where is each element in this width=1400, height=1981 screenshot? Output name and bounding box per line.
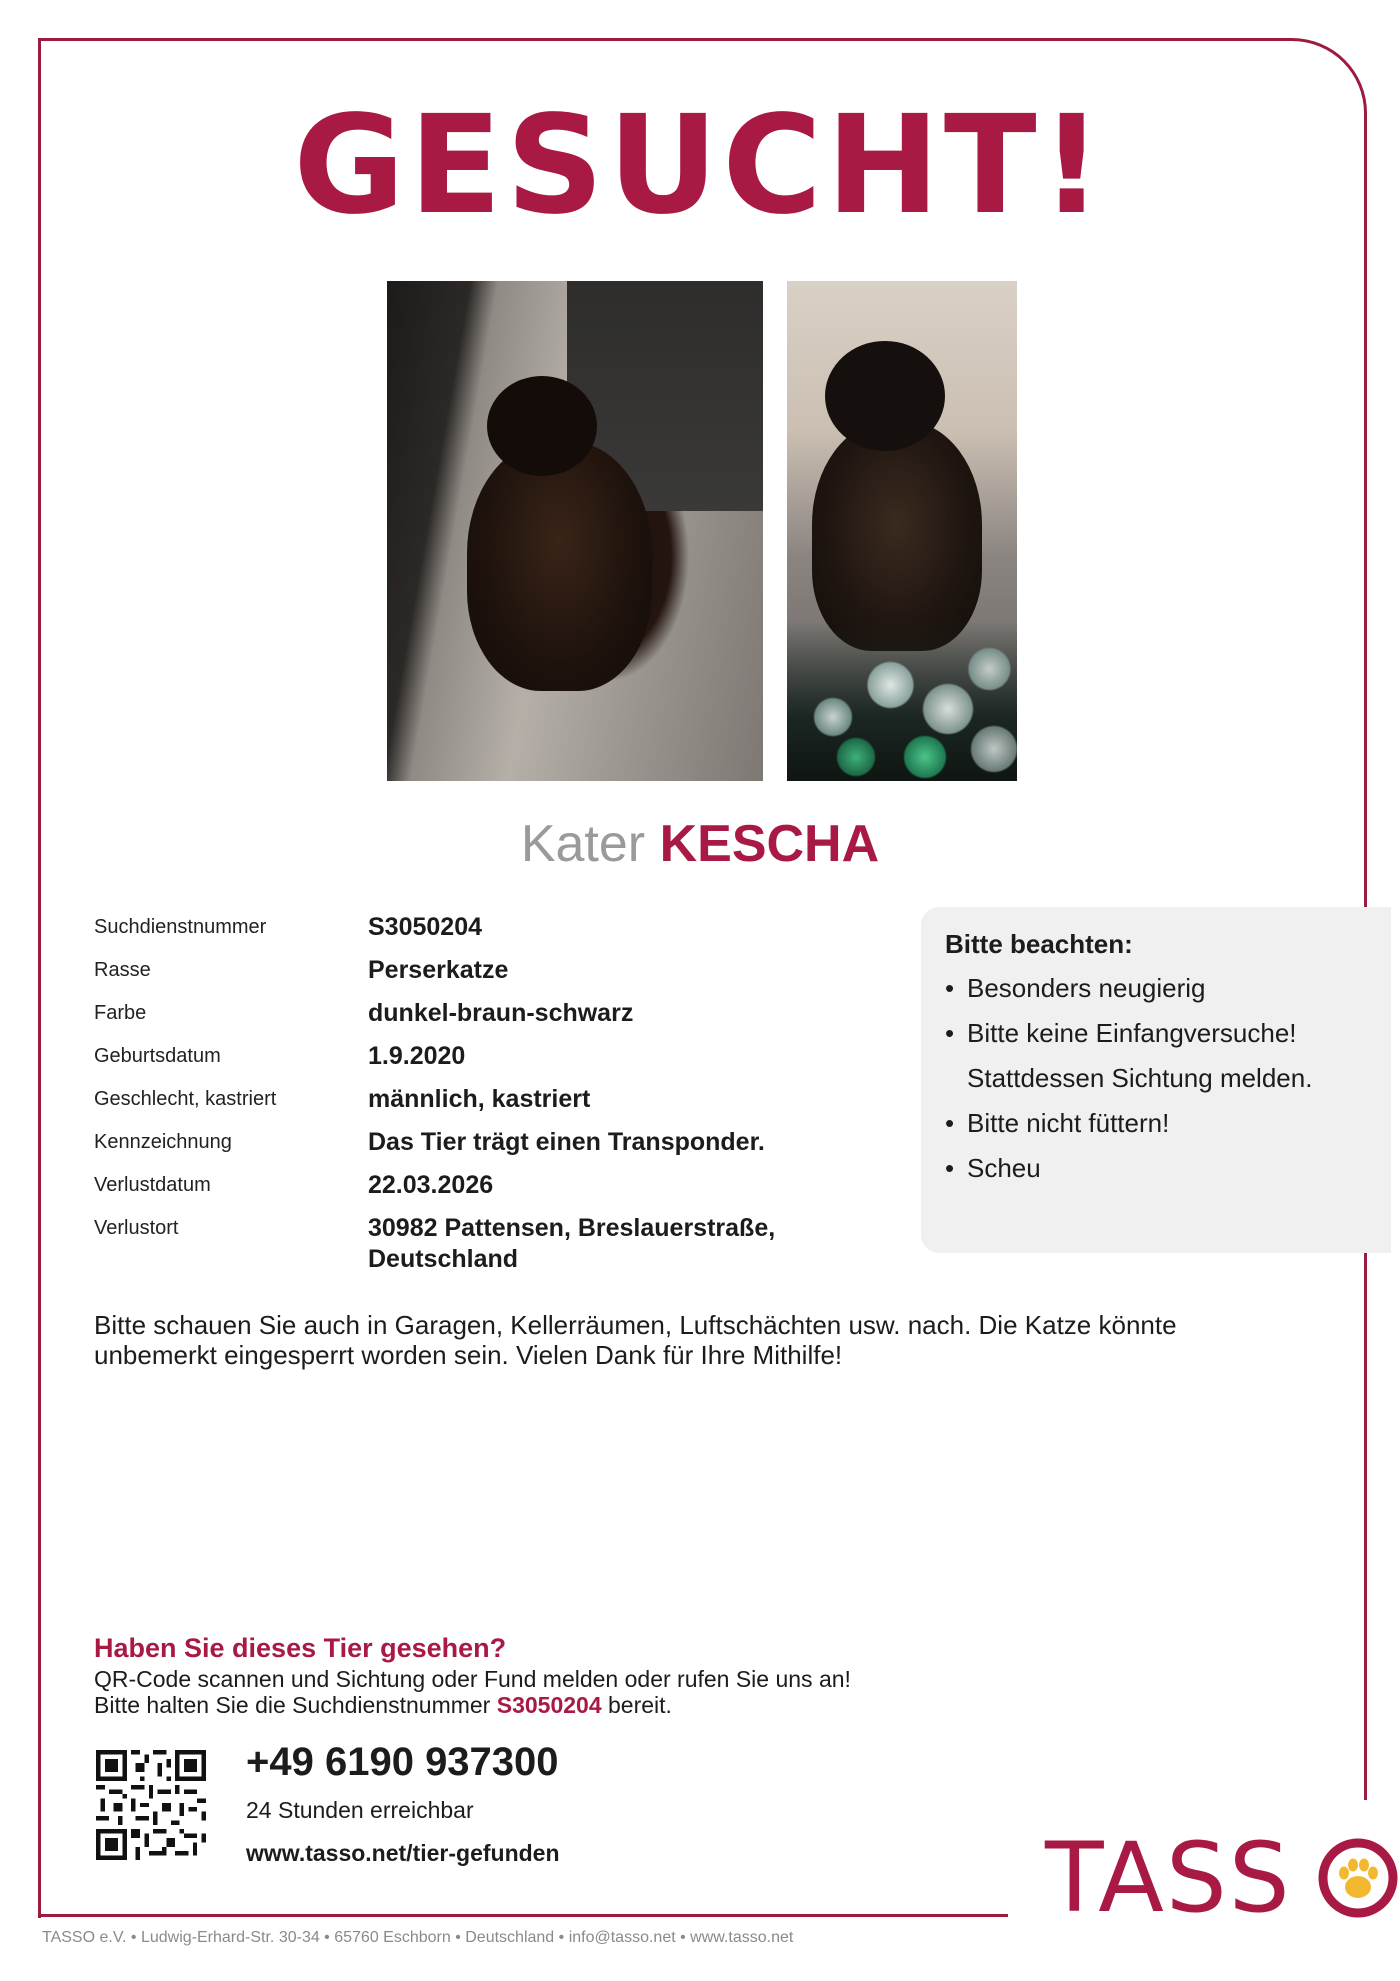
animal-kind: Kater [520, 815, 646, 873]
poster-headline: GESUCHT! [293, 87, 1107, 245]
detail-row [94, 1213, 854, 1283]
detail-value: S3050204 [368, 913, 483, 941]
detail-label: Kennzeichnung [94, 1131, 232, 1153]
search-number-highlight: S3050204 [496, 1692, 602, 1718]
notice-box [921, 907, 1391, 1253]
notice-title: Bitte beachten: [945, 929, 1133, 959]
animal-name: KESCHA [659, 815, 880, 873]
notice-item: • Besonders neugierig [945, 966, 1391, 1011]
detail-row [94, 1084, 854, 1127]
contact-line-2-suffix: bereit. [608, 1692, 672, 1718]
frame-bottom-line [38, 1914, 1008, 1917]
qr-code[interactable] [96, 1750, 206, 1860]
contact-line-2 [94, 1692, 672, 1719]
website-link[interactable]: www.tasso.net/tier-gefunden [246, 1840, 560, 1866]
logo-text: TASS [1045, 1822, 1292, 1934]
detail-value: Das Tier trägt einen Transponder. [368, 1128, 765, 1156]
notice-item: • Scheu [945, 1146, 1391, 1191]
notice-list [945, 966, 1391, 1191]
search-note: Bitte schauen Sie auch in Garagen, Kellerräumen, Luftschächten usw. nach. Die Katze könnte unbemerkt eingesperrt worden sein. Vielen Dank für Ihre Mithilfe! [94, 1310, 1177, 1370]
detail-label: Suchdienstnummer [94, 916, 267, 938]
contact-line-2-prefix: Bitte halten Sie die Suchdienstnummer [94, 1692, 491, 1718]
detail-value: dunkel-braun-schwarz [368, 999, 634, 1027]
cat-photo-2 [787, 281, 1017, 781]
contact-title: Haben Sie dieses Tier gesehen? [94, 1633, 507, 1663]
detail-value: Perserkatze [368, 956, 509, 984]
detail-row [94, 1041, 854, 1084]
detail-row [94, 998, 854, 1041]
detail-label: Verlustort [94, 1217, 179, 1239]
contact-line-1: QR-Code scannen und Sichtung oder Fund melden oder rufen Sie uns an! [94, 1666, 851, 1692]
footer-address: TASSO e.V. • Ludwig-Erhard-Str. 30-34 • 65760 Eschborn • Deutschland • info@tasso.net • www.tasso.net [42, 1929, 794, 1946]
detail-value: 1.9.2020 [368, 1042, 466, 1070]
detail-row [94, 955, 854, 998]
detail-label: Verlustdatum [94, 1174, 211, 1196]
paw-icon [1317, 1837, 1399, 1919]
hotline-hours: 24 Stunden erreichbar [246, 1797, 474, 1823]
detail-value: 22.03.2026 [368, 1171, 494, 1199]
details-table [94, 912, 854, 1283]
detail-row [94, 1127, 854, 1170]
notice-item: • Bitte keine Einfangversuche! Stattdessen Sichtung melden. [945, 1011, 1357, 1101]
detail-row [94, 912, 854, 955]
detail-label: Geburtsdatum [94, 1045, 221, 1067]
detail-label: Farbe [94, 1002, 147, 1024]
animal-name-line [0, 815, 1400, 873]
detail-label: Rasse [94, 959, 151, 981]
hotline-phone[interactable]: +49 6190 937300 [246, 1740, 559, 1784]
detail-value: 30982 Pattensen, Breslauerstraße, Deutschland [368, 1214, 776, 1273]
detail-row [94, 1170, 854, 1213]
detail-value: männlich, kastriert [368, 1085, 591, 1113]
notice-item: • Bitte nicht füttern! [945, 1101, 1391, 1146]
cat-photo-1 [387, 281, 763, 781]
detail-label: Geschlecht, kastriert [94, 1088, 277, 1110]
